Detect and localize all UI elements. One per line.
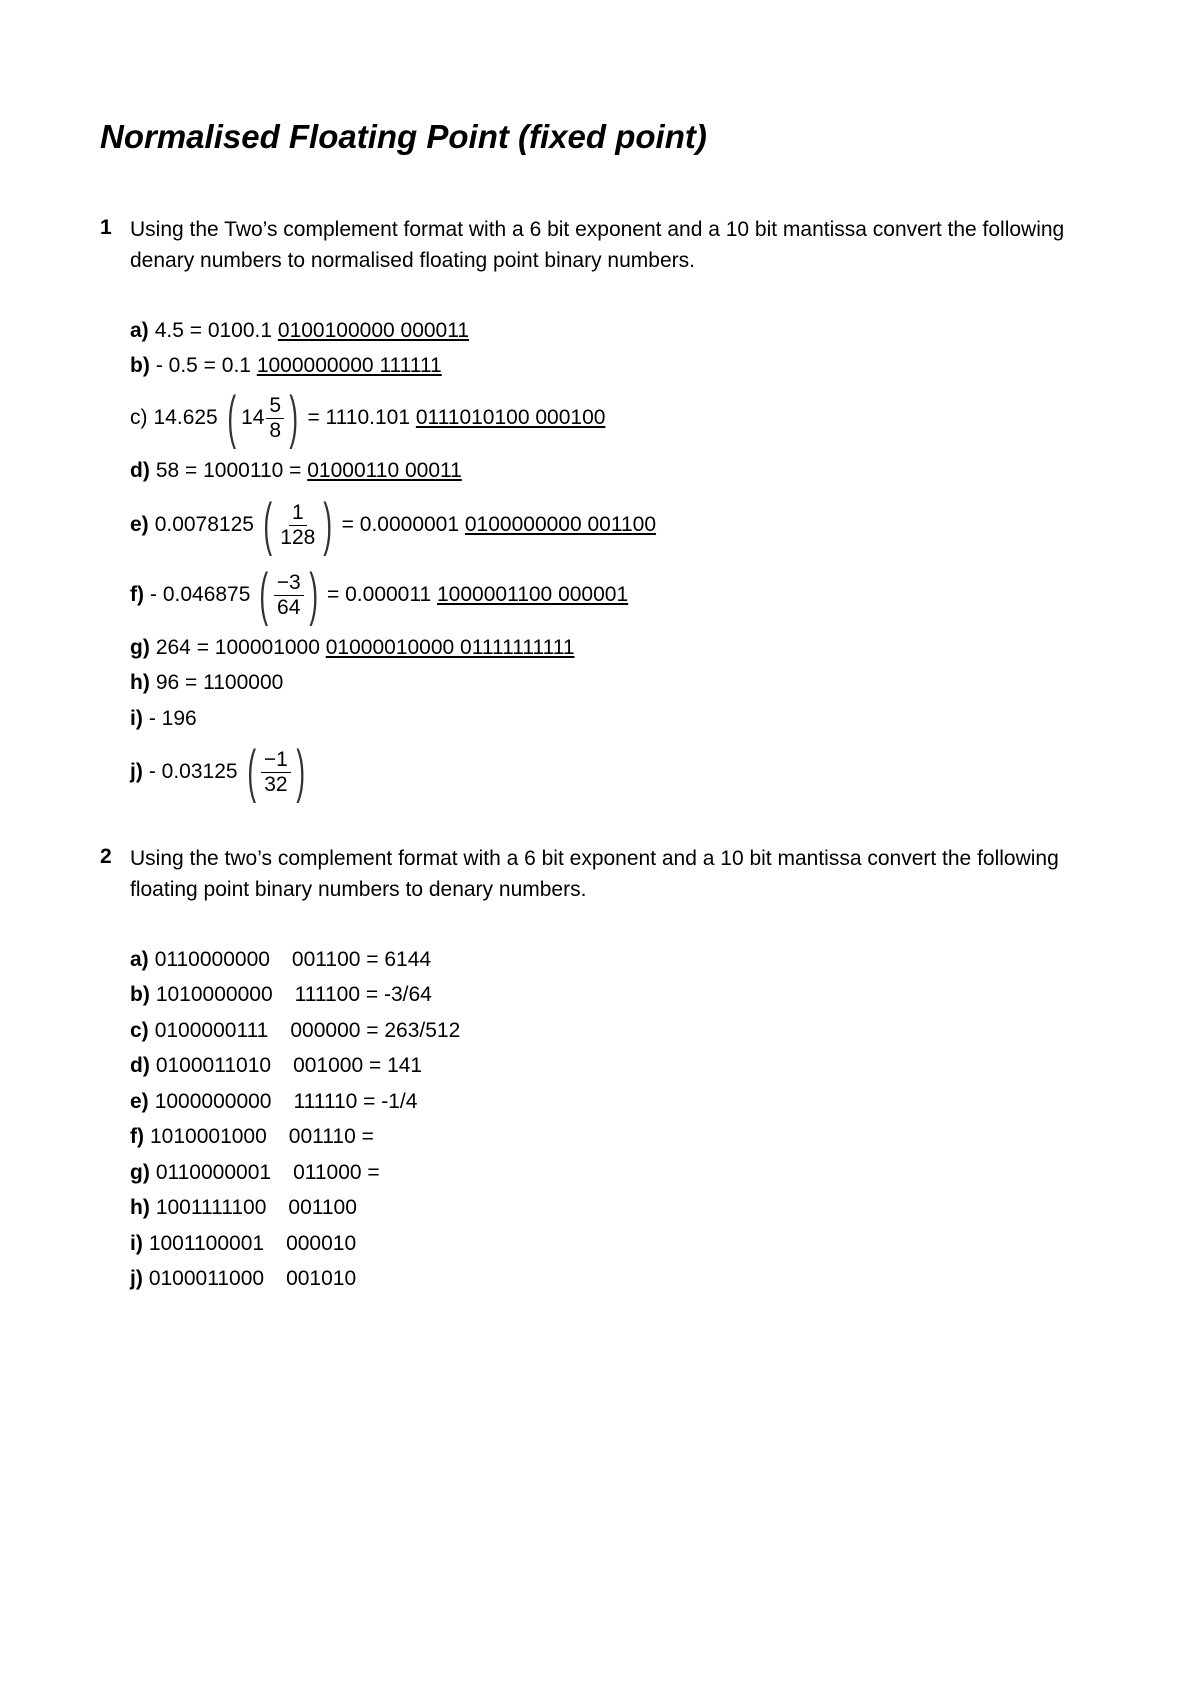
item-answer: 0111010100 000100	[415, 406, 606, 429]
fraction-denominator: 32	[264, 772, 288, 796]
item-mantissa: 1010001000	[150, 1125, 267, 1148]
fraction-group	[242, 739, 311, 804]
fraction	[274, 571, 304, 620]
item-question: 0.0078125	[154, 513, 254, 536]
item-label: e)	[130, 1090, 149, 1113]
fraction-group	[222, 385, 304, 450]
q1-item-c	[130, 385, 606, 450]
item-exponent: 001010	[286, 1267, 357, 1290]
left-paren: (	[246, 739, 256, 804]
item-result: = 0.0000001	[341, 513, 465, 536]
q1-item-a	[130, 316, 469, 346]
item-answer: 01000010000 01111111111	[325, 636, 575, 659]
q1-item-i	[130, 704, 197, 734]
item-label: c)	[130, 406, 148, 429]
question-1-number: 1	[100, 216, 112, 239]
item-mantissa: 1010000000	[155, 983, 273, 1006]
item-result: = 0.000011	[327, 583, 437, 606]
item-label: g)	[130, 636, 150, 659]
item-label: g)	[130, 1161, 150, 1184]
q2-item	[130, 1051, 422, 1081]
fraction-numerator: −1	[261, 748, 291, 773]
fraction-denominator: 128	[280, 525, 316, 549]
item-label: d)	[130, 1054, 150, 1077]
item-mantissa: 1001100001	[148, 1232, 265, 1255]
item-question: - 196	[148, 707, 197, 730]
fraction	[266, 394, 284, 443]
item-answer: 0100000000 001100	[464, 513, 657, 536]
item-question: - 0.5 = 0.1	[155, 354, 257, 377]
q1-item-b	[130, 351, 442, 381]
item-label: f)	[130, 583, 144, 606]
item-question: - 0.03125	[148, 760, 238, 783]
item-label: c)	[130, 1019, 149, 1042]
item-label: i)	[130, 707, 143, 730]
q2-item	[130, 1193, 357, 1223]
item-mantissa: 0110000000	[154, 948, 270, 971]
item-label: b)	[130, 983, 150, 1006]
item-label: d)	[130, 459, 150, 482]
item-mantissa: 0100011010	[155, 1054, 272, 1077]
item-exponent: 111100 = -3/64	[294, 983, 432, 1006]
item-exponent: 001100	[288, 1196, 357, 1219]
fraction-numerator: 5	[266, 394, 284, 419]
item-label: e)	[130, 513, 149, 536]
q1-item-e	[130, 492, 657, 557]
item-exponent: 001110 =	[288, 1125, 374, 1148]
q2-item	[130, 1229, 356, 1259]
item-question: 58 = 1000110 =	[155, 459, 308, 482]
fraction-denominator: 8	[269, 418, 282, 442]
item-answer: 1000000000 111111	[256, 354, 442, 377]
fraction-numerator: −3	[274, 571, 304, 596]
item-mantissa: 1001111100	[155, 1196, 267, 1219]
q2-item	[130, 1016, 460, 1046]
right-paren: )	[296, 739, 305, 804]
q2-item	[130, 1087, 417, 1117]
q2-item	[130, 945, 431, 975]
item-exponent: 011000 =	[293, 1161, 380, 1184]
left-paren: (	[227, 385, 236, 450]
item-exponent: 001000 = 141	[293, 1054, 423, 1077]
q1-item-g	[130, 633, 575, 663]
item-question: 4.5 = 0100.1	[154, 319, 278, 342]
q1-item-f	[130, 562, 629, 627]
page-title: Normalised Floating Point (fixed point)	[100, 118, 707, 155]
item-answer: 0100100000 000011	[277, 319, 470, 342]
item-label: j)	[130, 1267, 143, 1290]
item-question: 264 = 100001000	[155, 636, 326, 659]
mixed-whole: 14	[241, 406, 265, 429]
item-label: a)	[130, 319, 149, 342]
item-label: h)	[130, 671, 150, 694]
item-label: j)	[130, 760, 143, 783]
fraction-denominator: 64	[277, 595, 301, 619]
question-1-text: Using the Two’s complement format with a 6 bit exponent and a 10 bit mantissa convert the following denary numbers to normalised floating point binary numbers.	[130, 218, 1065, 272]
q2-item	[130, 1158, 380, 1188]
right-paren: )	[289, 385, 299, 450]
q2-item	[130, 1264, 356, 1294]
item-result: = 1110.101	[307, 406, 416, 429]
item-label: h)	[130, 1196, 150, 1219]
q1-item-j	[130, 739, 314, 804]
item-label: f)	[130, 1125, 144, 1148]
fraction-numerator: 1	[289, 501, 307, 526]
item-question: - 0.046875	[150, 583, 251, 606]
right-paren: )	[323, 492, 333, 557]
item-question: 96 = 1100000	[155, 671, 284, 694]
item-mantissa: 0100000111	[154, 1019, 269, 1042]
q1-item-d	[130, 456, 462, 486]
fraction-group	[258, 492, 338, 557]
item-answer: 1000001100 000001	[437, 583, 629, 606]
item-mantissa: 0110000001	[155, 1161, 272, 1184]
item-exponent: 111110 = -1/4	[293, 1090, 418, 1113]
fraction-group	[254, 562, 323, 627]
item-label: a)	[130, 948, 149, 971]
item-label: i)	[130, 1232, 143, 1255]
q1-item-h	[130, 668, 283, 698]
item-mantissa: 1000000000	[154, 1090, 272, 1113]
item-mantissa: 0100011000	[148, 1267, 265, 1290]
item-answer: 01000110 00011	[307, 459, 462, 482]
question-2-text: Using the two’s complement format with a 6 bit exponent and a 10 bit mantissa convert the following floating point binary numbers to denary numbers.	[130, 847, 1059, 901]
item-label: b)	[130, 354, 150, 377]
fraction	[261, 748, 291, 797]
item-question: 14.625	[153, 406, 218, 429]
question-2-number: 2	[100, 845, 112, 868]
fraction	[277, 501, 318, 550]
q2-item	[130, 1122, 374, 1152]
item-exponent: 001100 = 6144	[291, 948, 432, 971]
item-exponent: 000000 = 263/512	[290, 1019, 461, 1042]
item-exponent: 000010	[286, 1232, 357, 1255]
right-paren: )	[309, 562, 318, 627]
q2-item	[130, 980, 432, 1010]
left-paren: (	[263, 492, 272, 557]
left-paren: (	[259, 562, 269, 627]
